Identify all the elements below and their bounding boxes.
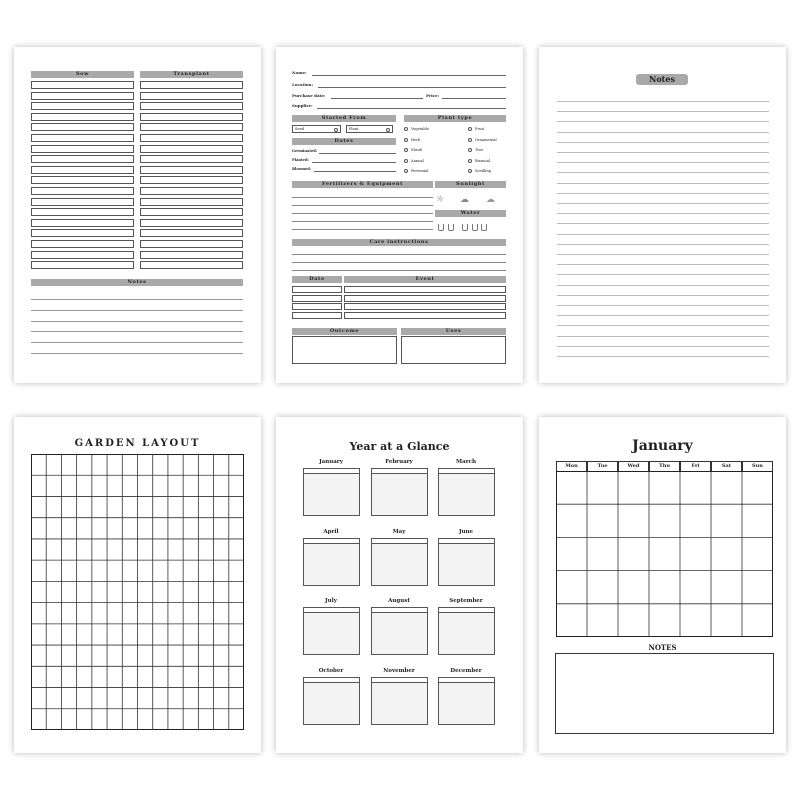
- notes-box[interactable]: [555, 653, 774, 734]
- month-box-header: [304, 608, 359, 613]
- weekday-label: Sat: [711, 461, 742, 471]
- notes-title: Notes: [636, 74, 688, 85]
- month-box-header: [439, 608, 494, 613]
- sow-row[interactable]: [31, 81, 134, 89]
- page-january: [539, 417, 786, 753]
- notes-line[interactable]: [557, 315, 769, 316]
- month-box-header: [372, 608, 427, 613]
- plant-type-label: Biennial: [475, 158, 490, 163]
- bloomed-label: Bloomed:: [292, 167, 312, 171]
- water-cup-icon[interactable]: [448, 224, 454, 231]
- month-box[interactable]: [438, 607, 495, 655]
- transplant-header: Transplant: [140, 71, 243, 78]
- month-title: June: [458, 529, 474, 535]
- transplant-row[interactable]: [140, 208, 243, 216]
- month-title: February: [385, 459, 413, 465]
- notes-line[interactable]: [557, 172, 769, 173]
- notes-line[interactable]: [557, 223, 769, 224]
- germinated-label: Germinated:: [292, 149, 318, 153]
- transplant-row[interactable]: [140, 102, 243, 110]
- page-year-at-a-glance: [276, 417, 523, 753]
- water-cup-icon[interactable]: [472, 224, 478, 231]
- sow-row[interactable]: [31, 123, 134, 131]
- page-plant-record: [276, 47, 523, 383]
- month-box-header: [304, 539, 359, 544]
- plant-type-label: Fruit: [475, 127, 485, 131]
- sow-row[interactable]: [31, 166, 134, 174]
- date-cell[interactable]: [292, 286, 342, 293]
- transplant-row[interactable]: [140, 187, 243, 195]
- month-box[interactable]: [371, 538, 428, 586]
- plant-type-radio[interactable]: [404, 159, 408, 163]
- purchase-date-label: Purchase date:: [292, 93, 326, 98]
- fertilizer-line[interactable]: [292, 213, 433, 214]
- notes-line[interactable]: [557, 101, 769, 102]
- weekday-label: Thu: [649, 461, 680, 471]
- plant-type-label: Shrub: [411, 148, 423, 152]
- notes-line[interactable]: [31, 342, 243, 343]
- plant-type-radio[interactable]: [468, 138, 472, 142]
- fertilizer-line[interactable]: [292, 221, 433, 222]
- notes-line[interactable]: [557, 121, 769, 122]
- sow-row[interactable]: [31, 261, 134, 269]
- month-title: August: [388, 598, 410, 604]
- plant-type-label: Seedling: [475, 169, 491, 173]
- plant-type-radio[interactable]: [468, 159, 472, 163]
- location-label: Location:: [292, 82, 313, 87]
- sow-row[interactable]: [31, 145, 134, 153]
- month-title: January: [632, 438, 693, 454]
- notes-line[interactable]: [31, 321, 243, 322]
- notes-line[interactable]: [557, 203, 769, 204]
- transplant-row[interactable]: [140, 145, 243, 153]
- transplant-row[interactable]: [140, 240, 243, 248]
- notes-line[interactable]: [557, 111, 769, 112]
- garden-grid[interactable]: [31, 454, 244, 730]
- sow-row[interactable]: [31, 176, 134, 184]
- sow-row[interactable]: [31, 219, 134, 227]
- fertilizer-line[interactable]: [292, 197, 433, 198]
- notes-line[interactable]: [557, 142, 769, 143]
- notes-line[interactable]: [557, 346, 769, 347]
- year-title: Year at a Glance: [349, 440, 450, 453]
- month-box[interactable]: [371, 468, 428, 516]
- plant-type-label: Tree: [475, 148, 484, 152]
- month-box[interactable]: [303, 538, 360, 586]
- month-box-header: [372, 539, 427, 544]
- notes-line[interactable]: [31, 310, 243, 311]
- plant-type-label: Ornamental: [475, 137, 497, 142]
- month-box[interactable]: [303, 468, 360, 516]
- month-title: March: [456, 459, 476, 465]
- notes-line[interactable]: [557, 183, 769, 184]
- notes-line[interactable]: [557, 305, 769, 306]
- plant-type-header: Plant type: [404, 115, 506, 122]
- supplier-label: Supplier:: [292, 103, 313, 108]
- event-cell[interactable]: [344, 303, 506, 310]
- plant-type-radio[interactable]: [468, 148, 472, 152]
- month-box-header: [304, 469, 359, 474]
- transplant-row[interactable]: [140, 251, 243, 259]
- weekday-label: Tue: [587, 461, 618, 471]
- event-header: Event: [344, 276, 506, 283]
- transplant-row[interactable]: [140, 219, 243, 227]
- sow-row[interactable]: [31, 134, 134, 142]
- sow-row[interactable]: [31, 102, 134, 110]
- sow-row[interactable]: [31, 229, 134, 237]
- transplant-row[interactable]: [140, 155, 243, 163]
- notes-line[interactable]: [557, 264, 769, 265]
- month-box-header: [439, 469, 494, 474]
- water-cup-icon[interactable]: [438, 224, 444, 231]
- notes-line[interactable]: [557, 254, 769, 255]
- sow-row[interactable]: [31, 251, 134, 259]
- transplant-row[interactable]: [140, 198, 243, 206]
- month-box-header: [439, 678, 494, 683]
- weekday-label: Sun: [742, 461, 773, 471]
- transplant-row[interactable]: [140, 229, 243, 237]
- plant-type-radio[interactable]: [468, 169, 472, 173]
- transplant-row[interactable]: [140, 92, 243, 100]
- transplant-row[interactable]: [140, 113, 243, 121]
- month-title: November: [383, 668, 415, 674]
- sunlight-header: Sunlight: [435, 181, 506, 188]
- page-sow-transplant: [14, 47, 261, 383]
- notes-line[interactable]: [31, 331, 243, 332]
- plant-type-radio[interactable]: [468, 127, 472, 131]
- notes-line[interactable]: [557, 274, 769, 275]
- notes-line[interactable]: [557, 285, 769, 286]
- sow-row[interactable]: [31, 92, 134, 100]
- month-box-header: [372, 469, 427, 474]
- notes-line[interactable]: [557, 132, 769, 133]
- sow-header: Sow: [31, 71, 134, 78]
- notes-header: Notes: [31, 279, 243, 286]
- sow-row[interactable]: [31, 155, 134, 163]
- weekday-label: Mon: [556, 461, 587, 471]
- month-box[interactable]: [438, 468, 495, 516]
- price-label: Price:: [426, 93, 440, 98]
- month-box[interactable]: [303, 607, 360, 655]
- water-header: Water: [435, 210, 506, 217]
- cloud-icon[interactable]: ☁: [486, 195, 495, 205]
- plant-type-label: Vegetable: [411, 127, 429, 131]
- month-title: July: [325, 598, 337, 604]
- month-title: January: [319, 459, 343, 465]
- outcome-box[interactable]: [292, 336, 397, 364]
- transplant-row[interactable]: [140, 123, 243, 131]
- uses-box[interactable]: [401, 336, 506, 364]
- calendar-border: [557, 472, 773, 637]
- notes-label: NOTES: [648, 643, 677, 652]
- month-box[interactable]: [438, 677, 495, 725]
- event-cell[interactable]: [344, 295, 506, 302]
- plant-type-radio[interactable]: [404, 169, 408, 173]
- month-box-header: [304, 678, 359, 683]
- fertilizers-header: Fertilizers & Equipment: [292, 181, 433, 188]
- month-title: May: [392, 529, 406, 535]
- transplant-row[interactable]: [140, 176, 243, 184]
- page-garden-layout: [14, 417, 261, 753]
- notes-line[interactable]: [557, 325, 769, 326]
- notes-line[interactable]: [557, 244, 769, 245]
- plant-type-label: Herb: [411, 137, 421, 142]
- event-cell[interactable]: [344, 312, 506, 319]
- month-title: December: [450, 668, 482, 674]
- sun-icon[interactable]: ☼: [436, 195, 445, 205]
- transplant-row[interactable]: [140, 81, 243, 89]
- uses-header: Uses: [401, 328, 506, 335]
- month-title: October: [318, 668, 344, 674]
- care-instructions-header: Care instructions: [292, 239, 506, 246]
- name-label: Name:: [292, 70, 307, 75]
- date-cell[interactable]: [292, 295, 342, 302]
- care-line[interactable]: [292, 270, 506, 271]
- transplant-row[interactable]: [140, 134, 243, 142]
- seed-option[interactable]: Seed: [292, 125, 341, 133]
- plant-type-radio[interactable]: [404, 138, 408, 142]
- partly-cloudy-icon[interactable]: ☁: [460, 195, 469, 205]
- care-line[interactable]: [292, 254, 506, 255]
- notes-line[interactable]: [557, 336, 769, 337]
- notes-line[interactable]: [557, 152, 769, 153]
- started-from-header: Started From: [292, 115, 396, 122]
- dates-header: Dates: [292, 138, 396, 145]
- transplant-row[interactable]: [140, 261, 243, 269]
- sow-row[interactable]: [31, 187, 134, 195]
- notes-line[interactable]: [557, 213, 769, 214]
- month-box[interactable]: [371, 677, 428, 725]
- plant-option[interactable]: Plant: [346, 125, 393, 133]
- plant-type-label: Perennial: [411, 169, 429, 173]
- month-title: September: [449, 598, 483, 604]
- page-notes: [539, 47, 786, 383]
- date-cell[interactable]: [292, 303, 342, 310]
- notes-line[interactable]: [31, 353, 243, 354]
- garden-layout-title: GARDEN LAYOUT: [74, 438, 201, 449]
- fertilizer-line[interactable]: [292, 229, 433, 230]
- care-line[interactable]: [292, 262, 506, 263]
- water-cup-icon[interactable]: [481, 224, 487, 231]
- notes-line[interactable]: [557, 162, 769, 163]
- month-box[interactable]: [303, 677, 360, 725]
- weekday-label: Wed: [618, 461, 649, 471]
- sow-row[interactable]: [31, 198, 134, 206]
- event-cell[interactable]: [344, 286, 506, 293]
- outcome-header: Outcome: [292, 328, 397, 335]
- month-title: April: [323, 529, 339, 535]
- weekday-label: Fri: [680, 461, 711, 471]
- month-box[interactable]: [438, 538, 495, 586]
- transplant-row[interactable]: [140, 166, 243, 174]
- notes-line[interactable]: [557, 356, 769, 357]
- notes-line[interactable]: [557, 234, 769, 235]
- calendar-grid[interactable]: [556, 471, 773, 637]
- notes-line[interactable]: [557, 193, 769, 194]
- sow-row[interactable]: [31, 208, 134, 216]
- notes-line[interactable]: [557, 295, 769, 296]
- plant-type-radio[interactable]: [404, 148, 408, 152]
- month-box-header: [372, 678, 427, 683]
- sow-row[interactable]: [31, 113, 134, 121]
- notes-line[interactable]: [31, 299, 243, 300]
- date-cell[interactable]: [292, 312, 342, 319]
- date-header: Date: [292, 276, 342, 283]
- sow-row[interactable]: [31, 240, 134, 248]
- plant-type-radio[interactable]: [404, 127, 408, 131]
- month-box[interactable]: [371, 607, 428, 655]
- month-box-header: [439, 539, 494, 544]
- water-cup-icon[interactable]: [462, 224, 468, 231]
- plant-type-label: Annual: [411, 158, 424, 163]
- fertilizer-line[interactable]: [292, 205, 433, 206]
- planted-label: Planted:: [292, 158, 309, 162]
